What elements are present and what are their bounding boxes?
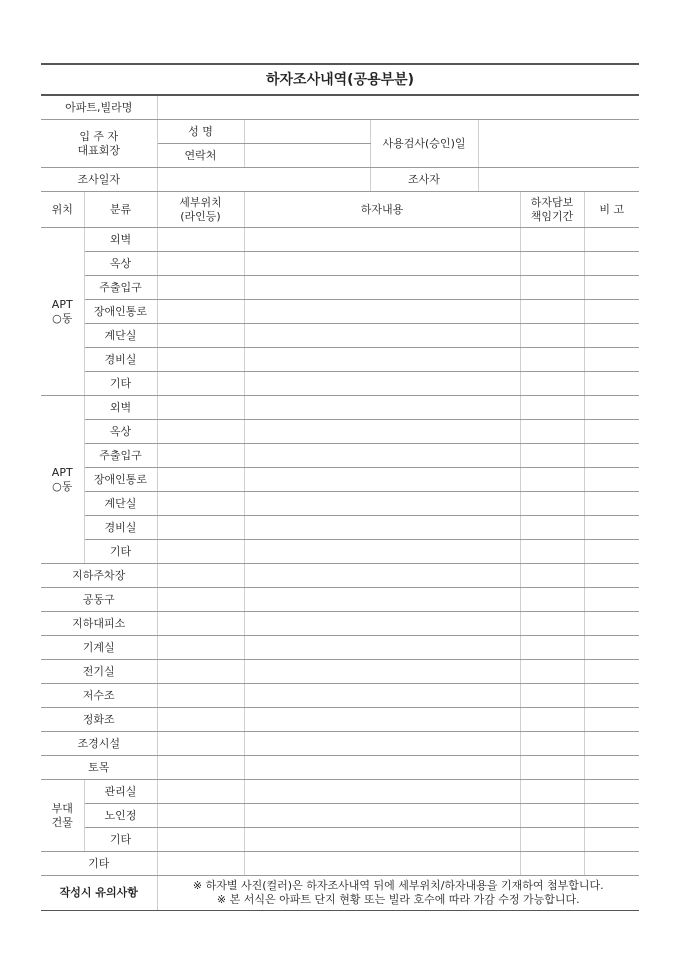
apt-row-remarks-field[interactable] xyxy=(584,516,639,540)
apt-row-remarks-field[interactable] xyxy=(584,228,639,252)
facility-row-remarks-field[interactable] xyxy=(584,636,639,660)
surveyor-field[interactable] xyxy=(478,168,639,192)
inspection-date-label: 사용검사(승인)일 xyxy=(370,120,478,168)
annex-building-label-line2: 건물 xyxy=(51,815,73,829)
annex-row-content-field[interactable] xyxy=(244,828,520,852)
category-label: 옥상 xyxy=(84,252,157,276)
apt-block-label-line2: ○동 xyxy=(52,311,73,325)
apt-row-content-field[interactable] xyxy=(244,516,520,540)
category-label: 노인정 xyxy=(84,804,157,828)
apt-row-remarks-field[interactable] xyxy=(584,420,639,444)
apt-row-detail-field[interactable] xyxy=(157,396,244,420)
table-row xyxy=(41,564,639,588)
facility-row-period-field[interactable] xyxy=(520,708,584,732)
facility-label: 기계실 xyxy=(41,636,157,660)
annex-building-label-line1: 부대 xyxy=(51,801,73,815)
table-row xyxy=(41,660,639,684)
apt-row-detail-field[interactable] xyxy=(157,420,244,444)
table-row xyxy=(41,612,639,636)
complex-name-label: 아파트,빌라명 xyxy=(41,95,157,120)
facility-row-content-field[interactable] xyxy=(244,756,520,780)
category-label: 계단실 xyxy=(84,324,157,348)
name-field[interactable] xyxy=(244,120,370,144)
table-row xyxy=(41,516,639,540)
apt-row-period-field[interactable] xyxy=(520,420,584,444)
apt-row-content-field[interactable] xyxy=(244,420,520,444)
table-row xyxy=(41,300,639,324)
facility-row-content-field[interactable] xyxy=(244,612,520,636)
annex-row-period-field[interactable] xyxy=(520,828,584,852)
apt-block-label-line1: APT xyxy=(51,465,73,479)
notes-row xyxy=(41,876,639,911)
apt-row-content-field[interactable] xyxy=(244,300,520,324)
apt-row-detail-field[interactable] xyxy=(157,492,244,516)
facility-row-period-field[interactable] xyxy=(520,564,584,588)
note-line-1: ※ 하자별 사진(컬러)은 하자조사내역 뒤에 세부위치/하자내용을 기재하여 첨부합니다. xyxy=(192,879,604,892)
apt-row-detail-field[interactable] xyxy=(157,252,244,276)
facility-row-detail-field[interactable] xyxy=(157,732,244,756)
facility-label: 저수조 xyxy=(41,684,157,708)
apt-row-remarks-field[interactable] xyxy=(584,444,639,468)
col-period-line2: 책임기간 xyxy=(530,209,574,223)
col-remarks: 비 고 xyxy=(584,192,639,228)
apt-row-period-field[interactable] xyxy=(520,348,584,372)
resident-label: 입 주 자 xyxy=(79,129,119,143)
apt-row-period-field[interactable] xyxy=(520,372,584,396)
apt-block-label xyxy=(41,228,84,396)
table-row xyxy=(41,588,639,612)
category-label: 경비실 xyxy=(84,348,157,372)
facility-label: 지하대피소 xyxy=(41,612,157,636)
annex-row-content-field[interactable] xyxy=(244,780,520,804)
table-row xyxy=(41,444,639,468)
facility-row-remarks-field[interactable] xyxy=(584,756,639,780)
facility-row-period-field[interactable] xyxy=(520,756,584,780)
apt-row-remarks-field[interactable] xyxy=(584,540,639,564)
table-row xyxy=(41,852,639,876)
apt-row-remarks-field[interactable] xyxy=(584,348,639,372)
apt-row-detail-field[interactable] xyxy=(157,468,244,492)
apt-row-period-field[interactable] xyxy=(520,300,584,324)
category-label: 주출입구 xyxy=(84,276,157,300)
table-row xyxy=(41,732,639,756)
apt-row-content-field[interactable] xyxy=(244,372,520,396)
facility-row-remarks-field[interactable] xyxy=(584,564,639,588)
rep-label: 대표회장 xyxy=(77,143,120,157)
table-row xyxy=(41,372,639,396)
other-row-remarks-field[interactable] xyxy=(584,852,639,876)
facility-row-content-field[interactable] xyxy=(244,660,520,684)
facility-row-content-field[interactable] xyxy=(244,708,520,732)
notes-label: 작성시 유의사항 xyxy=(41,876,157,911)
apt-row-remarks-field[interactable] xyxy=(584,276,639,300)
annex-row-period-field[interactable] xyxy=(520,804,584,828)
category-label: 기타 xyxy=(84,828,157,852)
apt-row-remarks-field[interactable] xyxy=(584,468,639,492)
other-row-detail-field[interactable] xyxy=(157,852,244,876)
apt-row-detail-field[interactable] xyxy=(157,444,244,468)
apt-row-content-field[interactable] xyxy=(244,468,520,492)
facility-row-content-field[interactable] xyxy=(244,684,520,708)
note-line-2: ※ 본 서식은 아파트 단지 현황 또는 빌라 호수에 따라 가감 수정 가능합니다. xyxy=(216,893,580,906)
apt-row-content-field[interactable] xyxy=(244,324,520,348)
name-label: 성 명 xyxy=(157,120,244,144)
inspection-date-field[interactable] xyxy=(478,120,639,168)
apt-row-content-field[interactable] xyxy=(244,444,520,468)
facility-row-remarks-field[interactable] xyxy=(584,660,639,684)
resident-rep-label xyxy=(41,120,157,168)
facility-row-period-field[interactable] xyxy=(520,732,584,756)
facility-row-detail-field[interactable] xyxy=(157,636,244,660)
facility-label: 조경시설 xyxy=(41,732,157,756)
complex-name-field[interactable] xyxy=(157,95,639,120)
apt-row-detail-field[interactable] xyxy=(157,276,244,300)
table-row xyxy=(41,756,639,780)
other-label: 기타 xyxy=(41,852,157,876)
apt-row-detail-field[interactable] xyxy=(157,324,244,348)
annex-row-remarks-field[interactable] xyxy=(584,828,639,852)
facility-label: 토목 xyxy=(41,756,157,780)
table-row xyxy=(41,828,639,852)
col-detail-line1: 세부위치 xyxy=(179,195,222,209)
apt-row-content-field[interactable] xyxy=(244,348,520,372)
apt-row-period-field[interactable] xyxy=(520,396,584,420)
table-row xyxy=(41,420,639,444)
facility-row-content-field[interactable] xyxy=(244,636,520,660)
table-row xyxy=(41,540,639,564)
defect-survey-form xyxy=(41,63,639,911)
apt-block-label xyxy=(41,396,84,564)
annex-building-label xyxy=(41,780,84,852)
facility-row-remarks-field[interactable] xyxy=(584,708,639,732)
apt-row-detail-field[interactable] xyxy=(157,516,244,540)
apt-row-remarks-field[interactable] xyxy=(584,252,639,276)
apt-row-content-field[interactable] xyxy=(244,540,520,564)
annex-row-detail-field[interactable] xyxy=(157,804,244,828)
col-position: 위치 xyxy=(41,192,84,228)
annex-row-content-field[interactable] xyxy=(244,804,520,828)
facility-label: 공동구 xyxy=(41,588,157,612)
contact-label: 연락처 xyxy=(157,144,244,168)
table-row xyxy=(41,492,639,516)
category-label: 주출입구 xyxy=(84,444,157,468)
apt-row-period-field[interactable] xyxy=(520,324,584,348)
annex-row-period-field[interactable] xyxy=(520,780,584,804)
form-title: 하자조사내역(공용부분) xyxy=(41,64,639,95)
apt-row-period-field[interactable] xyxy=(520,252,584,276)
category-label: 장애인통로 xyxy=(84,300,157,324)
survey-date-field[interactable] xyxy=(157,168,370,192)
apt-row-content-field[interactable] xyxy=(244,252,520,276)
apt-row-content-field[interactable] xyxy=(244,228,520,252)
category-label: 계단실 xyxy=(84,492,157,516)
table-row xyxy=(41,780,639,804)
category-label: 장애인통로 xyxy=(84,468,157,492)
facility-row-period-field[interactable] xyxy=(520,612,584,636)
apt-row-content-field[interactable] xyxy=(244,276,520,300)
survey-date-label: 조사일자 xyxy=(41,168,157,192)
category-label: 외벽 xyxy=(84,396,157,420)
table-row xyxy=(41,468,639,492)
apt-block-label-line1: APT xyxy=(51,297,73,311)
apt-row-remarks-field[interactable] xyxy=(584,492,639,516)
apt-row-detail-field[interactable] xyxy=(157,300,244,324)
col-warranty-period xyxy=(520,192,584,228)
category-label: 관리실 xyxy=(84,780,157,804)
facility-row-detail-field[interactable] xyxy=(157,612,244,636)
col-detail-line2: (라인등) xyxy=(180,209,221,223)
category-label: 기타 xyxy=(84,372,157,396)
facility-row-remarks-field[interactable] xyxy=(584,732,639,756)
other-row-content-field[interactable] xyxy=(244,852,520,876)
other-row-period-field[interactable] xyxy=(520,852,584,876)
category-label: 기타 xyxy=(84,540,157,564)
facility-row-detail-field[interactable] xyxy=(157,588,244,612)
apt-row-period-field[interactable] xyxy=(520,540,584,564)
table-row xyxy=(41,804,639,828)
category-label: 옥상 xyxy=(84,420,157,444)
facility-row-period-field[interactable] xyxy=(520,660,584,684)
table-row xyxy=(41,276,639,300)
apt-block-label-line2: ○동 xyxy=(52,479,73,493)
facility-row-detail-field[interactable] xyxy=(157,756,244,780)
apt-row-detail-field[interactable] xyxy=(157,348,244,372)
category-label: 경비실 xyxy=(84,516,157,540)
facility-label: 지하주차장 xyxy=(41,564,157,588)
apt-row-period-field[interactable] xyxy=(520,492,584,516)
surveyor-label: 조사자 xyxy=(370,168,478,192)
facility-row-period-field[interactable] xyxy=(520,636,584,660)
annex-row-detail-field[interactable] xyxy=(157,828,244,852)
facility-row-remarks-field[interactable] xyxy=(584,588,639,612)
table-row xyxy=(41,708,639,732)
table-row xyxy=(41,348,639,372)
apt-row-period-field[interactable] xyxy=(520,468,584,492)
facility-label: 정화조 xyxy=(41,708,157,732)
annex-row-remarks-field[interactable] xyxy=(584,780,639,804)
apt-row-detail-field[interactable] xyxy=(157,540,244,564)
facility-label: 전기실 xyxy=(41,660,157,684)
contact-field[interactable] xyxy=(244,144,370,168)
notes-text xyxy=(157,876,639,911)
facility-row-period-field[interactable] xyxy=(520,588,584,612)
facility-row-remarks-field[interactable] xyxy=(584,612,639,636)
apt-row-detail-field[interactable] xyxy=(157,228,244,252)
table-row xyxy=(41,396,639,420)
facility-row-detail-field[interactable] xyxy=(157,684,244,708)
apt-row-remarks-field[interactable] xyxy=(584,324,639,348)
col-detail-location xyxy=(157,192,244,228)
facility-row-period-field[interactable] xyxy=(520,684,584,708)
apt-row-content-field[interactable] xyxy=(244,396,520,420)
col-category: 분류 xyxy=(84,192,157,228)
annex-row-remarks-field[interactable] xyxy=(584,804,639,828)
apt-row-period-field[interactable] xyxy=(520,276,584,300)
facility-row-detail-field[interactable] xyxy=(157,708,244,732)
facility-row-content-field[interactable] xyxy=(244,564,520,588)
category-label: 외벽 xyxy=(84,228,157,252)
table-row xyxy=(41,324,639,348)
facility-row-content-field[interactable] xyxy=(244,588,520,612)
annex-row-detail-field[interactable] xyxy=(157,780,244,804)
apt-row-remarks-field[interactable] xyxy=(584,396,639,420)
apt-row-detail-field[interactable] xyxy=(157,372,244,396)
apt-row-period-field[interactable] xyxy=(520,228,584,252)
table-row xyxy=(41,228,639,252)
apt-row-period-field[interactable] xyxy=(520,516,584,540)
table-row xyxy=(41,684,639,708)
col-defect-content: 하자내용 xyxy=(244,192,520,228)
apt-row-period-field[interactable] xyxy=(520,444,584,468)
facility-row-detail-field[interactable] xyxy=(157,564,244,588)
table-row xyxy=(41,252,639,276)
apt-row-remarks-field[interactable] xyxy=(584,300,639,324)
facility-row-remarks-field[interactable] xyxy=(584,684,639,708)
apt-row-content-field[interactable] xyxy=(244,492,520,516)
facility-row-content-field[interactable] xyxy=(244,732,520,756)
facility-row-detail-field[interactable] xyxy=(157,660,244,684)
apt-row-remarks-field[interactable] xyxy=(584,372,639,396)
table-row xyxy=(41,636,639,660)
col-period-line1: 하자담보 xyxy=(530,195,574,209)
